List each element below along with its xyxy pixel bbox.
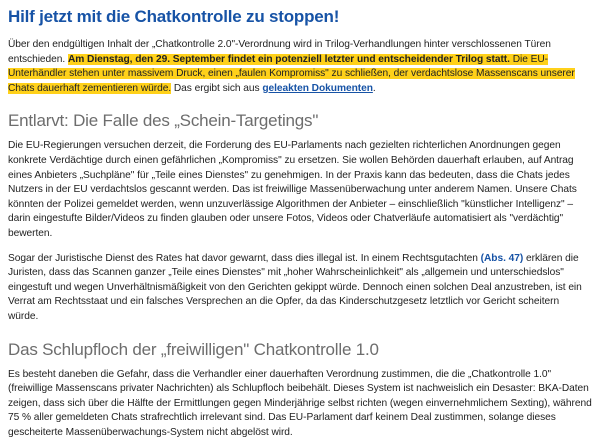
intro-text-continued: Das ergibt sich aus [171,83,262,94]
section-heading-targeting: Entlarvt: Die Falle des „Schein-Targetings" [8,110,592,131]
intro-text: Über den endgültigen Inhalt der „Chatkontrolle 2.0"-Verordnung wird in Trilog-Verhandlungen hinter verschlossenen Türen entschieden. [8,39,551,65]
loophole-paragraph: Es besteht daneben die Gefahr, dass die Verhandler einer dauerhaften Verordnung zustimmen, die die „Chatkontrolle 1.0" (freiwillige Massenscans privater Nachrichten) als Schlupfloch beibehält. Dieses System ist nachweislich ein Desaster: BKA-Daten zeigen, dass sich über die Hälfte der Ermittlungen gegen Minderjährige selbst richten (wegen einvernehmlichem Sexting), während 75 % aller gemeldeten Chats strafrechtlich irrelevant sind. Das EU-Parlament darf keinem Deal zustimmen, solange dieses gescheiterte Massenüberwachungs-System nicht abgelöst wird. [8,368,592,440]
highlight-text: Die EU-Unterhändler stehen unter massivem Druck, einen „faulen Kompromiss" zu schließen, der verdachtslose Massenscans unserer Chats dauerhaft zementieren würde. [8,54,575,94]
leaked-documents-link[interactable]: geleakten Dokumenten [262,83,373,94]
legal-text: Sogar der Juristische Dienst des Rates hat davor gewarnt, dass dies illegal ist. In einem Rechtsgutachten [8,253,481,264]
targeting-paragraph: Die EU-Regierungen versuchen derzeit, die Forderung des EU-Parlaments nach gezielten richterlichen Anordnungen gegen konkrete Verdächtige durch einen gefährlichen „Kompromiss" zu ersetzen. Sie wollen Behörden dauerhaft erlauben, auf Antrag eines Anbieters „Suchpläne" für „Teile eines Dienstes" zu genehmigen. In der Praxis kann das bedeuten, dass die Chats jedes Nutzers in der EU verdachtslos gescannt werden. Das ist freiwillige Massenüberwachung unter anderem Namen. Unsere Chats könnten der Polizei gemeldet werden, wenn unzuverlässige Algorithmen der Anbieter – einschließlich "künstlicher Intelligenz" – darin eingestufte Bilder/Videos zu finden glauben oder unsere Fotos, Videos oder Chatverläufe automatisiert als "verdächtig" bewerten. [8,139,592,241]
highlight-date-text: Am Dienstag, den 29. September findet ein potenziell letzter und entscheidender Trilog statt. [68,54,510,65]
page-title: Hilf jetzt mit die Chatkontrolle zu stoppen! [8,6,592,28]
section-heading-loophole: Das Schlupfloch der „freiwilligen" Chatkontrolle 1.0 [8,339,592,360]
legal-service-paragraph [8,252,592,325]
legal-opinion-link[interactable]: (Abs. 47) [481,253,524,264]
intro-text-end: . [373,83,376,94]
legal-text-continued: erklären die Juristen, dass das Scannen ganzer „Teile eines Dienstes" mit „hoher Wahrscheinlichkeit" als „allgemein und unterschiedslos" eingestuft und wegen Unverhältnismäßigkeit von den Gerichten gekippt würde. Dennoch einen solchen Deal anzustreben, ist ein Verrat am Rechtsstaat und ein falsches Versprechen an die Opfer, da das Kinderschutzgesetz letztlich vor Gericht scheitern würde. [8,253,582,322]
intro-paragraph [8,38,592,96]
